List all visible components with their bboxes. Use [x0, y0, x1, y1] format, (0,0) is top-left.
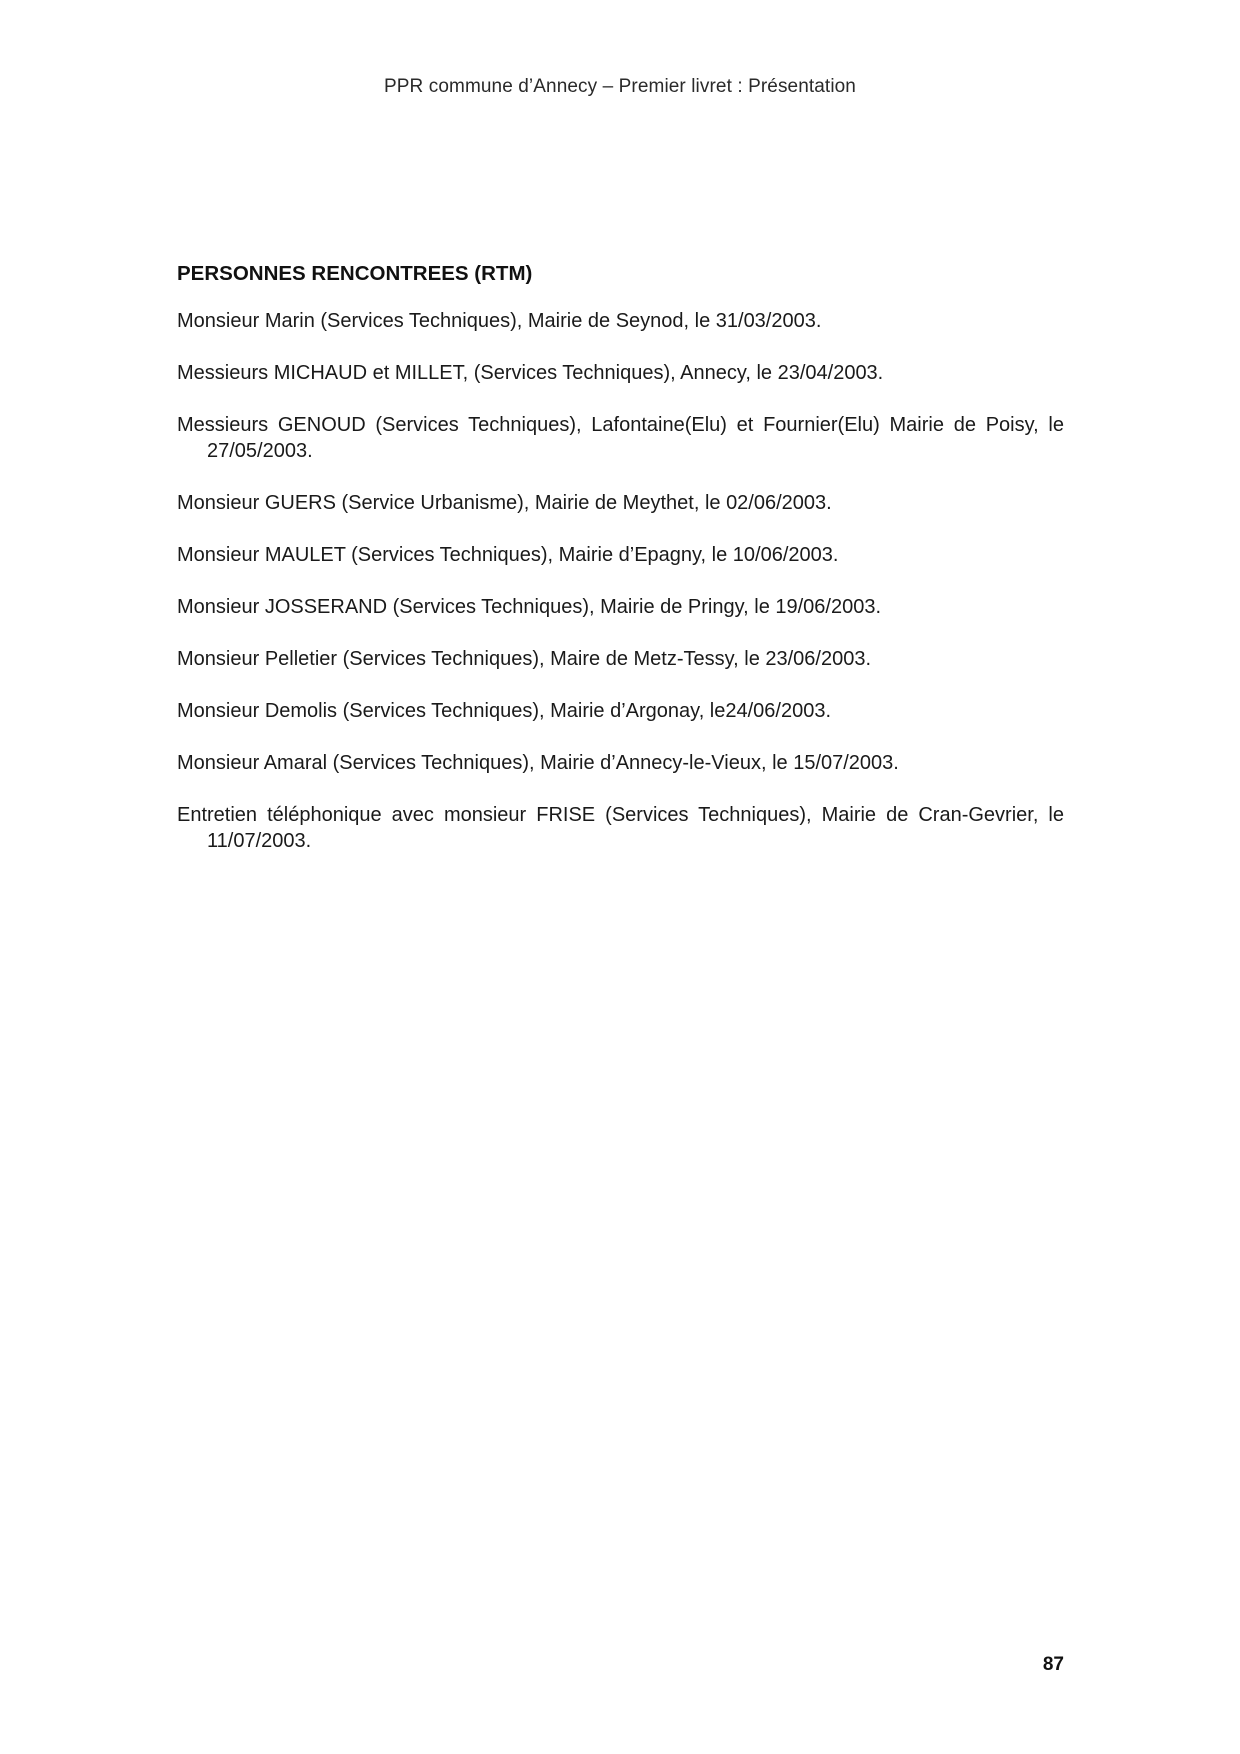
meeting-entry: Monsieur JOSSERAND (Services Techniques), Mairie de Pringy, le 19/06/2003.	[177, 596, 882, 618]
meeting-entry: Monsieur Demolis (Services Techniques), Mairie d’Argonay, le24/06/2003.	[177, 700, 832, 722]
document-body	[177, 262, 1064, 880]
meeting-entry: Monsieur MAULET (Services Techniques), Mairie d’Epagny, le 10/06/2003.	[177, 544, 839, 566]
meeting-entry: Monsieur Marin (Services Techniques), Mairie de Seynod, le 31/03/2003.	[177, 310, 822, 332]
section-title: PERSONNES RENCONTREES (RTM)	[177, 262, 533, 285]
meeting-entry: Monsieur Amaral (Services Techniques), Mairie d’Annecy-le-Vieux, le 15/07/2003.	[177, 752, 899, 774]
meeting-entry: Messieurs MICHAUD et MILLET, (Services Techniques), Annecy, le 23/04/2003.	[177, 362, 884, 384]
meeting-entry: Monsieur Pelletier (Services Techniques), Maire de Metz-Tessy, le 23/06/2003.	[177, 648, 872, 670]
meeting-entry: Monsieur GUERS (Service Urbanisme), Mairie de Meythet, le 02/06/2003.	[177, 492, 832, 514]
page-header: PPR commune d’Annecy – Premier livret : Présentation	[384, 76, 856, 97]
page-number: 87	[1042, 1654, 1064, 1675]
meeting-entry: Entretien téléphonique avec monsieur FRISE (Services Techniques), Mairie de Cran-Gevrier, le 11/07/2003.	[177, 804, 1064, 852]
meeting-entry: Messieurs GENOUD (Services Techniques), Lafontaine(Elu) et Fournier(Elu) Mairie de Poisy, le 27/05/2003.	[177, 414, 1064, 462]
